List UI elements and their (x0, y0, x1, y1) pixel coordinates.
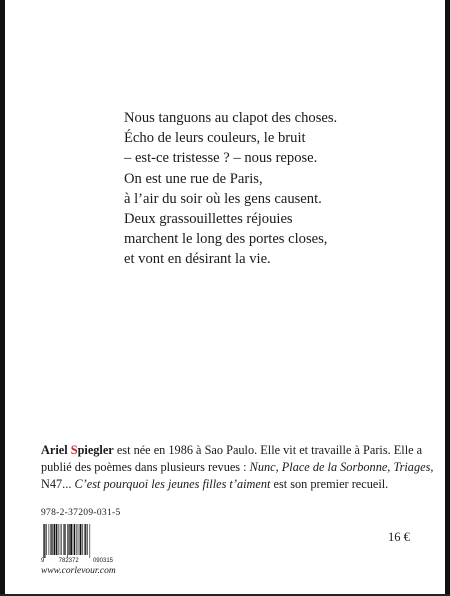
barcode-digits-mid: 782372 (58, 558, 79, 564)
barcode-bar (87, 524, 88, 555)
barcode-bar (54, 524, 56, 555)
poem-line: marchent le long des portes closes, (124, 231, 328, 248)
barcode-bar (60, 524, 61, 555)
barcode-bar (85, 524, 86, 555)
poem-line: On est une rue de Paris, (124, 170, 263, 187)
barcode-bar (67, 524, 68, 558)
barcode-bar (46, 524, 47, 555)
bio-text: N47... (41, 477, 75, 491)
barcode-bar (76, 524, 77, 555)
publisher-website: www.corlevour.com (41, 566, 116, 576)
bio-line-3 (41, 476, 416, 493)
price: 16 € (388, 530, 410, 544)
isbn: 978-2-37209-031-5 (41, 508, 121, 518)
back-cover (5, 0, 445, 596)
bio-line-2 (41, 459, 434, 476)
poem-line: Nous tanguons au clapot des choses. (124, 110, 338, 126)
barcode-bar (43, 524, 44, 558)
barcode-bar (70, 524, 72, 555)
author-last-name: piegler (77, 443, 114, 457)
barcode-bar (82, 524, 83, 555)
book-title: C’est pourquoi les jeunes filles t’aiment (74, 477, 271, 491)
barcode-bar (61, 524, 62, 555)
barcode-bar (84, 524, 85, 555)
barcode-bar (44, 524, 45, 558)
barcode-bar (74, 524, 75, 555)
barcode-digits-right: 090315 (92, 558, 113, 564)
barcode-bar (80, 524, 82, 555)
bio-text: est son premier recueil. (270, 477, 389, 491)
author-first-name: Ariel (41, 443, 68, 457)
barcode-bar (49, 524, 50, 555)
barcode-digit-left: 9 (41, 558, 45, 564)
barcode-bar (68, 524, 69, 555)
barcode (41, 524, 113, 558)
barcode-bar (78, 524, 79, 555)
page-edge-right (445, 0, 450, 596)
barcode-bar (52, 524, 53, 555)
barcode-digits (41, 558, 113, 564)
author-initial: S (70, 443, 78, 457)
barcode-bar (65, 524, 66, 555)
barcode-bar (50, 524, 51, 555)
poem-line: – est-ce tristesse ? – nous repose. (124, 150, 318, 167)
poem-line: Deux grassouillettes réjouies (124, 211, 293, 228)
author-name (41, 443, 114, 457)
barcode-bar (56, 524, 57, 555)
barcode-bar (73, 524, 74, 555)
barcode-bar (58, 524, 59, 555)
bio-journals: Nunc, Place de la Sorbonne, Triages, (249, 460, 434, 474)
barcode-bar (90, 524, 91, 558)
barcode-bar (63, 524, 64, 555)
poem-excerpt (124, 108, 337, 270)
bio-line-1 (41, 442, 423, 459)
poem-line: à l’air du soir où les gens causent. (124, 190, 322, 207)
poem-line: et vont en désirant la vie. (124, 251, 271, 268)
bio-text: est née en 1986 à Sao Paulo. Elle vit et travaille à Paris. Elle a (113, 443, 423, 457)
bio-text: publié des poèmes dans plusieurs revues : (41, 460, 250, 474)
author-bio (41, 442, 434, 493)
poem-line: Écho de leurs couleurs, le bruit (124, 130, 306, 147)
